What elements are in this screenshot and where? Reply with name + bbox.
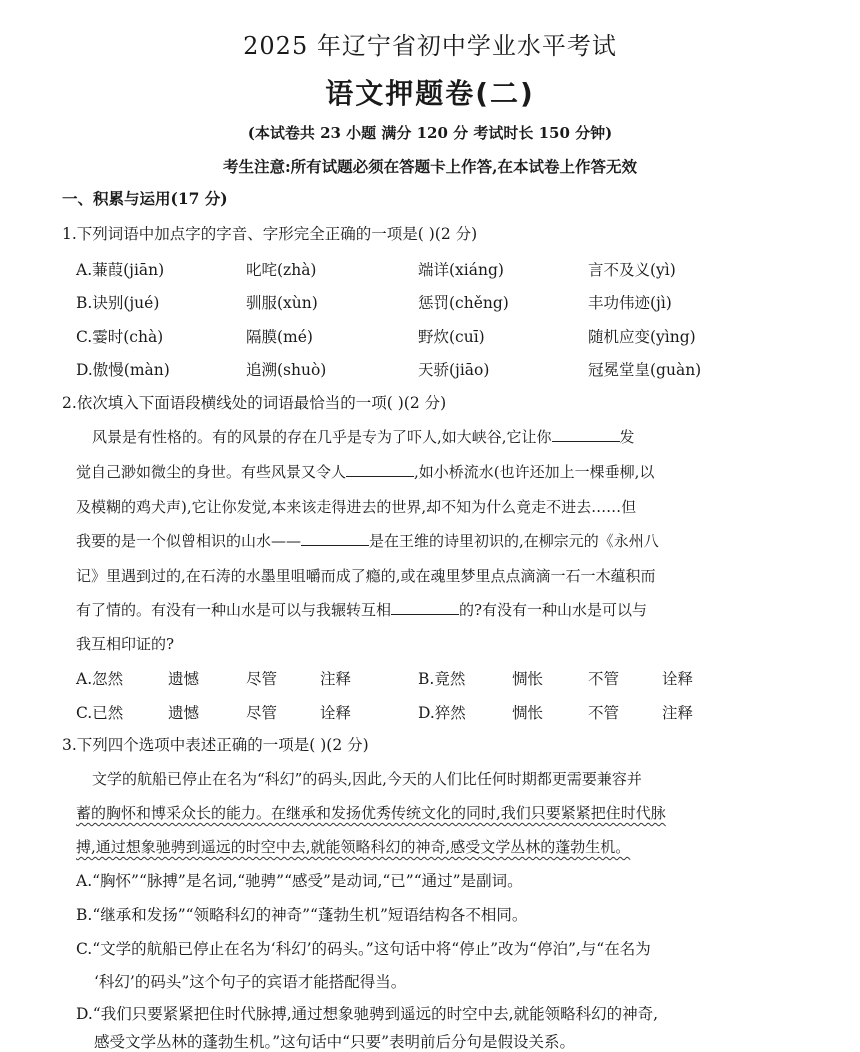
q2-text: 有了情的。有没有一种山水是可以与我辗转互相: [76, 601, 392, 619]
q2-opt-a: A.忽然: [76, 670, 124, 688]
q2-stem: 2.依次填入下面语段横线处的词语最恰当的一项( )(2 分): [62, 394, 447, 412]
q3-stem: 3.下列四个选项中表述正确的一项是( )(2 分): [62, 736, 369, 754]
q2-text: ,如小桥流水(也许还加上一棵垂柳,以: [414, 463, 655, 481]
exam-meta: (本试卷共 23 小题 满分 120 分 考试时长 150 分钟): [247, 124, 613, 142]
q1-b-2: 驯服(xùn): [246, 294, 318, 312]
q2-passage-line: [76, 530, 659, 551]
q2-opt-b: B.竟然: [418, 670, 466, 688]
q3-passage-line: 文学的航船已停止在名为“科幻”的码头,因此,今天的人们比任何时期都更需要兼容并: [92, 770, 642, 788]
exam-title: 2025 年辽宁省初中学业水平考试: [243, 32, 617, 60]
q2-opt-word: 遗憾: [168, 670, 200, 688]
q2-text: 及模糊的鸡犬声),它让你发觉,本来该走得进去的世界,却不知为什么竟走不进去……但: [76, 498, 637, 516]
q1-d-1: D.傲慢(màn): [76, 361, 170, 379]
q2-opt-word: 不管: [588, 670, 620, 688]
q1-stem: 1.下列词语中加点字的字音、字形完全正确的一项是( )(2 分): [62, 225, 478, 243]
exam-notice: 考生注意:所有试题必须在答题卡上作答,在本试卷上作答无效: [222, 157, 638, 176]
q2-opt-word: 诠释: [662, 670, 694, 688]
fill-blank: [552, 427, 620, 442]
q2-opt-c: C.已然: [76, 704, 124, 722]
q2-opt-word: 诠释: [320, 704, 352, 722]
q3-passage-line: 搏,通过想象驰骋到遥远的时空中去,就能领略科幻的神奇,感受文学丛林的蓬勃生机。: [76, 838, 631, 856]
q3-opt-d-cont: 感受文学丛林的蓬勃生机。”这句话中“只要”表明前后分句是假设关系。: [94, 1033, 576, 1051]
exam-subtitle: 语文押题卷(二): [325, 77, 535, 110]
q2-text: 我要的是一个似曾相识的山水——: [76, 532, 302, 550]
q2-passage-line: [76, 633, 174, 654]
q2-passage-line: [76, 461, 654, 482]
q3-opt-a: A.“胸怀”“脉搏”是名词,“驰骋”“感受”是动词,“已”“通过”是副词。: [76, 872, 523, 890]
q2-text: 记》里遇到过的,在石涛的水墨里咀嚼而成了瘾的,或在魂里梦里点点滴滴一石一木蕴积而: [76, 567, 656, 585]
q1-c-1: C.霎时(chà): [76, 328, 164, 346]
q2-passage-line: [76, 565, 656, 586]
q1-a-4: 言不及义(yì): [588, 261, 676, 279]
q2-text: 风景是有性格的。有的风景的存在几乎是专为了吓人,如大峡谷,它让你: [92, 428, 552, 446]
q1-d-2: 追溯(shuò): [246, 361, 327, 379]
q2-passage-line: [92, 426, 635, 447]
q1-c-3: 野炊(cuī): [418, 328, 485, 346]
q2-opt-word: 惆怅: [512, 670, 544, 688]
q2-opt-word: 尽管: [246, 704, 278, 722]
q1-b-3: 惩罚(chěng): [418, 294, 509, 312]
q2-opt-word: 惆怅: [512, 704, 544, 722]
fill-blank: [391, 600, 459, 615]
q2-text: 我互相印证的?: [76, 635, 175, 653]
q2-text: 的?有没有一种山水是可以与: [459, 601, 648, 619]
q2-opt-word: 注释: [320, 670, 352, 688]
q1-d-4: 冠冕堂皇(guàn): [588, 361, 702, 379]
fill-blank: [346, 462, 414, 477]
q1-a-1: A.蒹葭(jiān): [76, 261, 165, 279]
q2-text: 觉自己渺如微尘的身世。有些风景又令人: [76, 463, 347, 481]
q2-passage-line: [76, 599, 647, 620]
q1-b-4: 丰功伟迹(jì): [588, 294, 672, 312]
q3-opt-b: B.“继承和发扬”“领略科幻的神奇”“蓬勃生机”短语结构各不相同。: [76, 906, 528, 924]
q3-opt-d: D.“我们只要紧紧把住时代脉搏,通过想象驰骋到遥远的时空中去,就能领略科幻的神奇,: [76, 1005, 659, 1023]
q2-opt-word: 尽管: [246, 670, 278, 688]
q2-text: 是在王维的诗里初识的,在柳宗元的《永州八: [369, 532, 659, 550]
section-title: 一、积累与运用(17 分): [62, 189, 228, 208]
q2-opt-word: 不管: [588, 704, 620, 722]
q3-opt-c: C.“文学的航船已停止在名为‘科幻’的码头。”这句话中将“停止”改为“停泊”,与“在名为: [76, 940, 651, 958]
q1-d-3: 天骄(jiāo): [418, 361, 490, 379]
q3-opt-c-cont: ‘科幻’的码头”这个句子的宾语才能搭配得当。: [94, 973, 407, 991]
q1-a-2: 叱咤(zhà): [246, 261, 317, 279]
fill-blank: [301, 531, 369, 546]
q2-text: 发: [619, 428, 635, 446]
q1-c-2: 隔膜(mé): [246, 328, 313, 346]
q2-passage-line: [76, 496, 636, 517]
q3-passage-line: 蓄的胸怀和博采众长的能力。在继承和发扬优秀传统文化的同时,我们只要紧紧把住时代脉: [76, 804, 666, 822]
q1-c-4: 随机应变(yìng): [588, 328, 696, 346]
q2-opt-word: 注释: [662, 704, 694, 722]
q1-a-3: 端详(xiáng): [418, 261, 504, 279]
q2-opt-d: D.猝然: [418, 704, 466, 722]
q1-b-1: B.诀别(jué): [76, 294, 160, 312]
q2-opt-word: 遗憾: [168, 704, 200, 722]
